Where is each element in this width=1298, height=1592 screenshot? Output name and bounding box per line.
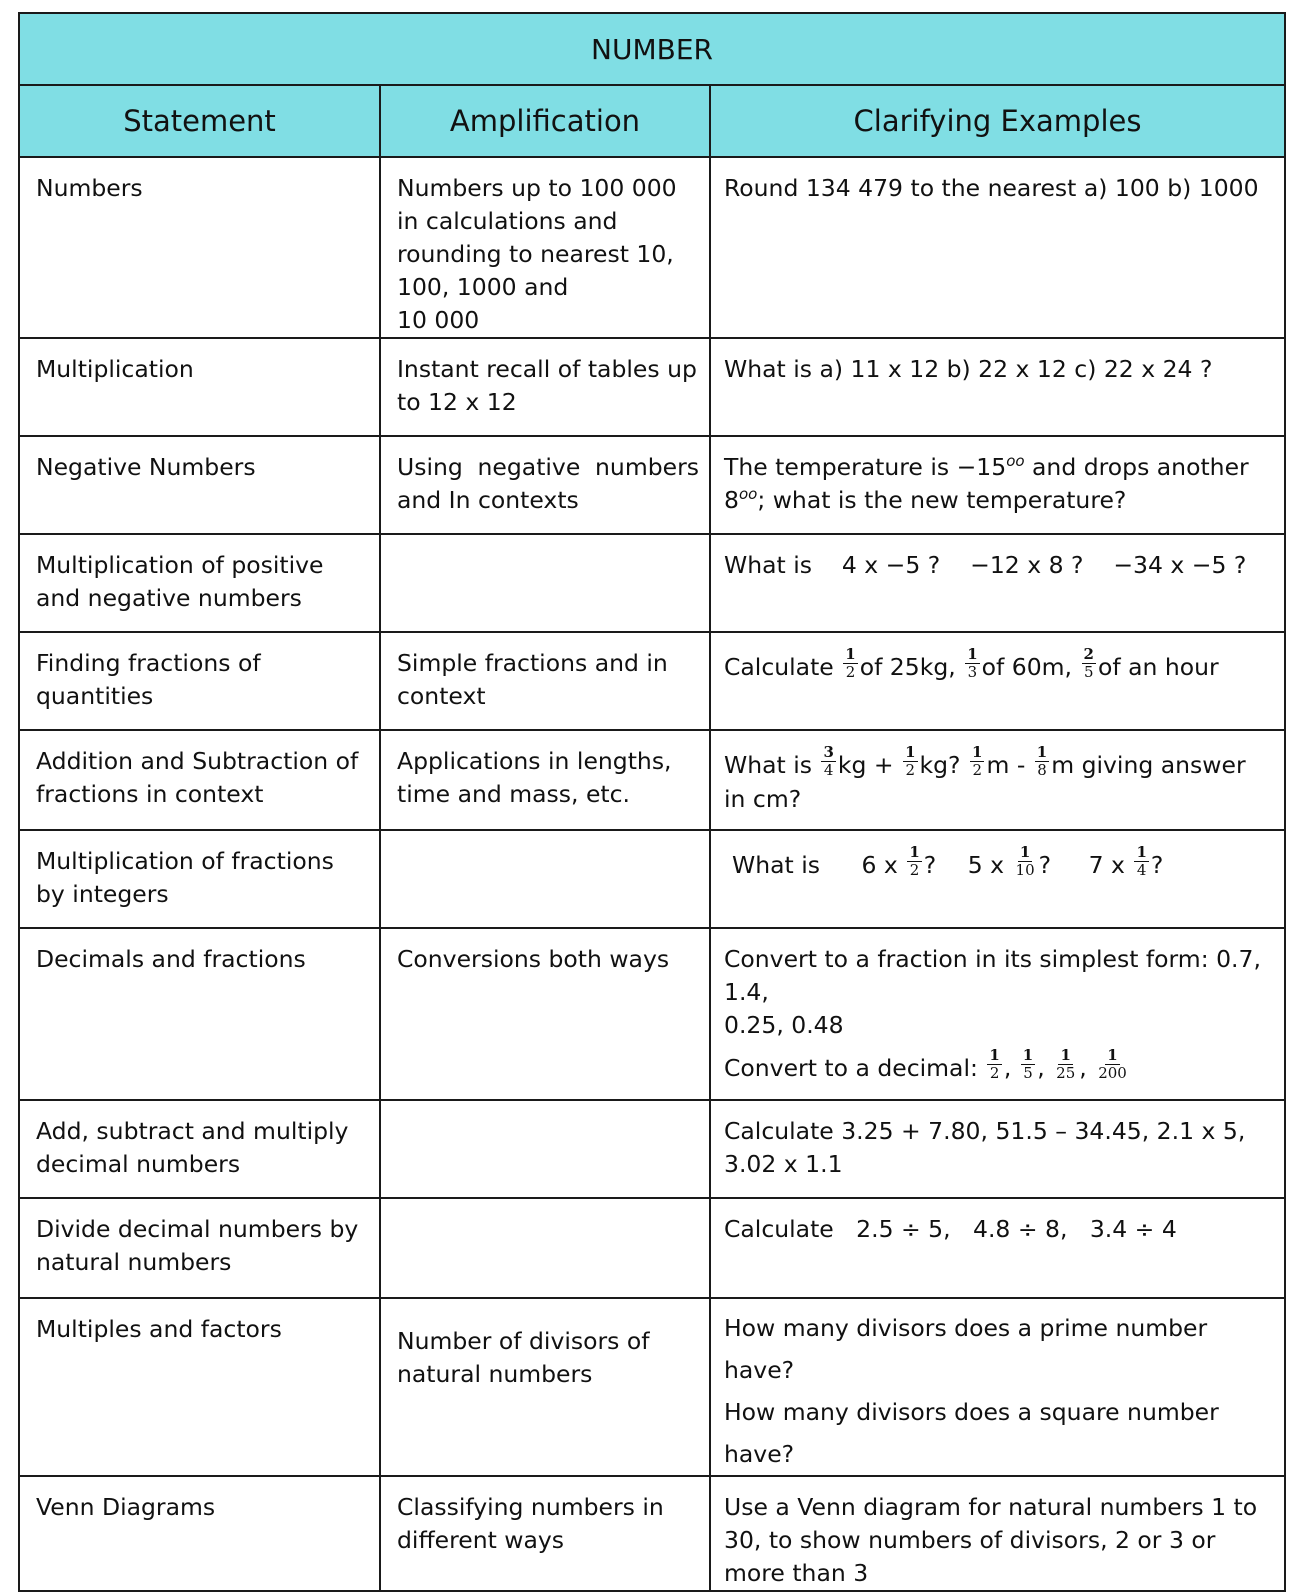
fraction: $\frac{1}{2}$ <box>972 743 983 779</box>
amplification-text: 10 000 <box>397 306 480 334</box>
examples-cell <box>710 830 1285 928</box>
example-text: How many divisors does a prime number have? <box>724 1314 1208 1384</box>
fraction: $\frac{1}{10}$ <box>1015 843 1035 879</box>
fraction: $\frac{3}{4}$ <box>823 743 834 779</box>
table-row <box>19 1298 1285 1476</box>
example-text: Calculate <box>724 653 834 681</box>
table-row <box>19 632 1285 730</box>
table-title: NUMBER <box>19 13 1285 85</box>
examples-cell: Use a Venn diagram for natural numbers 1 to 30, to show numbers of divisors, 2 or 3 or more than 3 <box>710 1476 1285 1591</box>
examples-cell <box>710 632 1285 730</box>
examples-cell <box>710 730 1285 830</box>
amplification-cell: Number of divisors of natural numbers <box>380 1298 710 1476</box>
example-text: m giving answer in cm? <box>724 751 1246 813</box>
amplification-text: Numbers up to 100 000 in calculations and rounding to nearest 10, 100, 1000 and <box>397 174 677 301</box>
example-text: 0.25, 0.48 <box>724 1011 844 1039</box>
examples-cell <box>710 928 1285 1100</box>
examples-cell: Round 134 479 to the nearest a) 100 b) 1000 <box>710 157 1285 338</box>
table-row <box>19 1476 1285 1591</box>
example-text: 5 x <box>967 851 1005 879</box>
examples-cell: Calculate 2.5 ÷ 5, 4.8 ÷ 8, 3.4 ÷ 4 <box>710 1198 1285 1298</box>
table-row <box>19 1100 1285 1198</box>
amplification-cell: Simple fractions and in context <box>380 632 710 730</box>
header-amplification: Amplification <box>380 85 710 157</box>
example-text: The temperature is −15 <box>724 453 1007 481</box>
example-text: ; what is the new temperature? <box>757 486 1127 514</box>
example-text: 7 x <box>1088 851 1125 879</box>
fraction: $\frac{1}{5}$ <box>1022 1046 1034 1082</box>
examples-cell <box>710 436 1285 534</box>
example-text: of an hour <box>1097 653 1219 681</box>
example-text: and drops another 8 <box>724 453 1249 514</box>
example-text: kg + <box>837 751 894 779</box>
fraction: $\frac{1}{8}$ <box>1036 743 1048 779</box>
table-row <box>19 830 1285 928</box>
example-text: Convert to a decimal: <box>724 1054 978 1082</box>
examples-cell: Calculate 3.25 + 7.80, 51.5 – 34.45, 2.1 x 5, 3.02 x 1.1 <box>710 1100 1285 1198</box>
statement-cell: Venn Diagrams <box>19 1476 380 1591</box>
statement-cell: Multiples and factors <box>19 1298 380 1476</box>
header-clarifying-examples: Clarifying Examples <box>710 85 1285 157</box>
statement-cell: Multiplication of positive and negative numbers <box>19 534 380 632</box>
example-text: of 25kg, <box>859 653 956 681</box>
header-statement: Statement <box>19 85 380 157</box>
statement-cell: Decimals and fractions <box>19 928 380 1100</box>
amplification-cell <box>380 436 710 534</box>
example-text: ? <box>1150 851 1164 879</box>
fraction: $\frac{1}{25}$ <box>1056 1046 1076 1082</box>
examples-cell: What is a) 11 x 12 b) 22 x 12 c) 22 x 24 ? <box>710 338 1285 436</box>
fraction: $\frac{1}{2}$ <box>909 843 920 879</box>
example-text: Convert to a fraction in its simplest form: 0.7, 1.4, <box>724 945 1261 1006</box>
statement-cell: Add, subtract and multiply decimal numbers <box>19 1100 380 1198</box>
degree-superscript: oo <box>1006 452 1025 471</box>
statement-cell: Numbers <box>19 157 380 338</box>
example-text: kg? <box>919 751 961 779</box>
fraction: $\frac{2}{5}$ <box>1083 645 1094 681</box>
fraction: $\frac{1}{4}$ <box>1136 843 1147 879</box>
fraction: $\frac{1}{3}$ <box>967 645 978 681</box>
table-row <box>19 1198 1285 1298</box>
amplification-cell <box>380 830 710 928</box>
degree-superscript: oo <box>738 485 758 504</box>
fraction: $\frac{1}{200}$ <box>1098 1046 1127 1082</box>
table-row <box>19 157 1285 338</box>
statement-cell: Addition and Subtraction of fractions in context <box>19 730 380 830</box>
amplification-cell <box>380 534 710 632</box>
table-row <box>19 928 1285 1100</box>
examples-cell <box>710 1298 1285 1476</box>
amplification-cell: Classifying numbers in different ways <box>380 1476 710 1591</box>
fraction: $\frac{1}{2}$ <box>845 645 856 681</box>
statement-cell: Negative Numbers <box>19 436 380 534</box>
amplification-text: Using negative numbers and In contexts <box>397 453 699 514</box>
number-curriculum-table <box>18 12 1286 1592</box>
amplification-cell: Conversions both ways <box>380 928 710 1100</box>
table-row <box>19 534 1285 632</box>
table-row <box>19 730 1285 830</box>
examples-cell: What is 4 x −5 ? −12 x 8 ? −34 x −5 ? <box>710 534 1285 632</box>
example-text: m - <box>986 751 1026 779</box>
example-line: Convert to a decimal: $\frac{1}{2}$ , $\frac{1}{5}$ , $\frac{1}{25}$ , $\frac{1}{200}$ <box>724 1046 1127 1082</box>
statement-cell: Multiplication of fractions by integers <box>19 830 380 928</box>
example-text: How many divisors does a square number have? <box>724 1398 1219 1468</box>
example-text: What is <box>724 751 812 779</box>
example-text: of 60m, <box>981 653 1073 681</box>
example-text: 6 x <box>861 851 898 879</box>
example-text: ? <box>923 851 937 879</box>
statement-cell: Divide decimal numbers by natural numbers <box>19 1198 380 1298</box>
statement-cell: Multiplication <box>19 338 380 436</box>
amplification-cell <box>380 1100 710 1198</box>
amplification-cell: Instant recall of tables up to 12 x 12 <box>380 338 710 436</box>
table-row <box>19 338 1285 436</box>
amplification-cell <box>380 1198 710 1298</box>
amplification-cell: Applications in lengths, time and mass, etc. <box>380 730 710 830</box>
statement-cell: Finding fractions of quantities <box>19 632 380 730</box>
fraction: $\frac{1}{2}$ <box>989 1046 1000 1082</box>
example-text: ? <box>1038 851 1052 879</box>
example-text: What is <box>732 851 820 879</box>
fraction: $\frac{1}{2}$ <box>905 743 916 779</box>
table-row <box>19 436 1285 534</box>
amplification-cell <box>380 157 710 338</box>
